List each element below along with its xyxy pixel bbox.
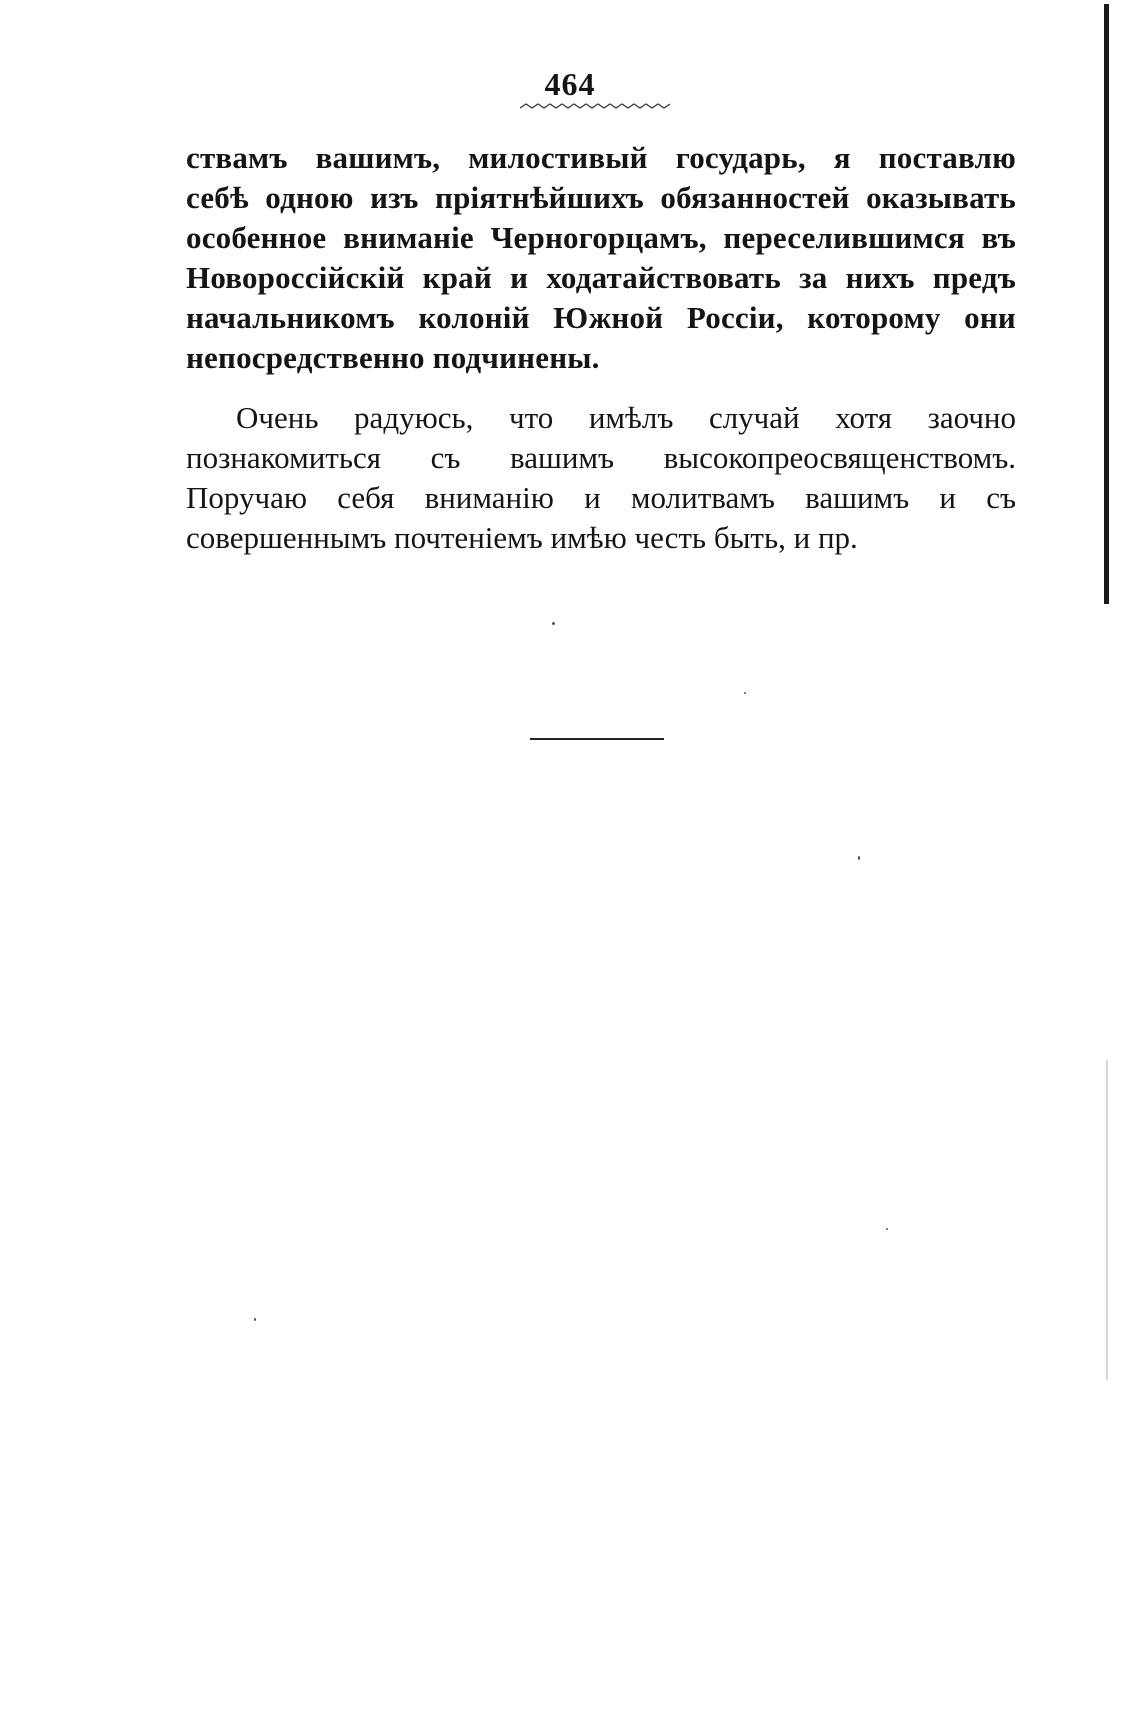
text-line: начальникомъ колоній Южной Россіи, которому они bbox=[186, 300, 1016, 335]
text-line: совершеннымъ почтеніемъ имѣю честь быть, и пр. bbox=[186, 520, 858, 555]
text-line: познакомиться съ вашимъ высокопреосвященствомъ. bbox=[186, 440, 1016, 475]
text-line: Очень радуюсь, что имѣлъ случай хотя заочно bbox=[236, 400, 1016, 435]
paragraph-2 bbox=[186, 398, 1016, 558]
text-line: ствамъ вашимъ, милостивый государь, я поставлю bbox=[186, 140, 1016, 175]
scan-speck bbox=[858, 856, 860, 860]
text-line: непосредственно подчинены. bbox=[186, 340, 600, 375]
page-number: 464 bbox=[544, 66, 596, 102]
scan-speck bbox=[744, 692, 746, 694]
text-line: Поручаю себя вниманію и молитвамъ вашимъ и съ bbox=[186, 480, 1016, 515]
section-end-rule bbox=[530, 738, 664, 740]
page-edge-line bbox=[1104, 4, 1109, 604]
page-edge-line-faint bbox=[1106, 1060, 1108, 1380]
scan-speck bbox=[254, 1318, 256, 1321]
scan-speck bbox=[886, 1228, 888, 1230]
text-line: Новороссійскій край и ходатайствовать за нихъ предъ bbox=[186, 260, 1016, 295]
scan-speck bbox=[552, 622, 555, 625]
page-number-ornament bbox=[520, 100, 670, 114]
text-line: особенное вниманіе Черногорцамъ, переселившимся въ bbox=[186, 220, 1016, 255]
text-line: себѣ одною изъ пріятнѣйшихъ обязанностей оказывать bbox=[186, 180, 1016, 215]
paragraph-1 bbox=[186, 138, 1016, 378]
